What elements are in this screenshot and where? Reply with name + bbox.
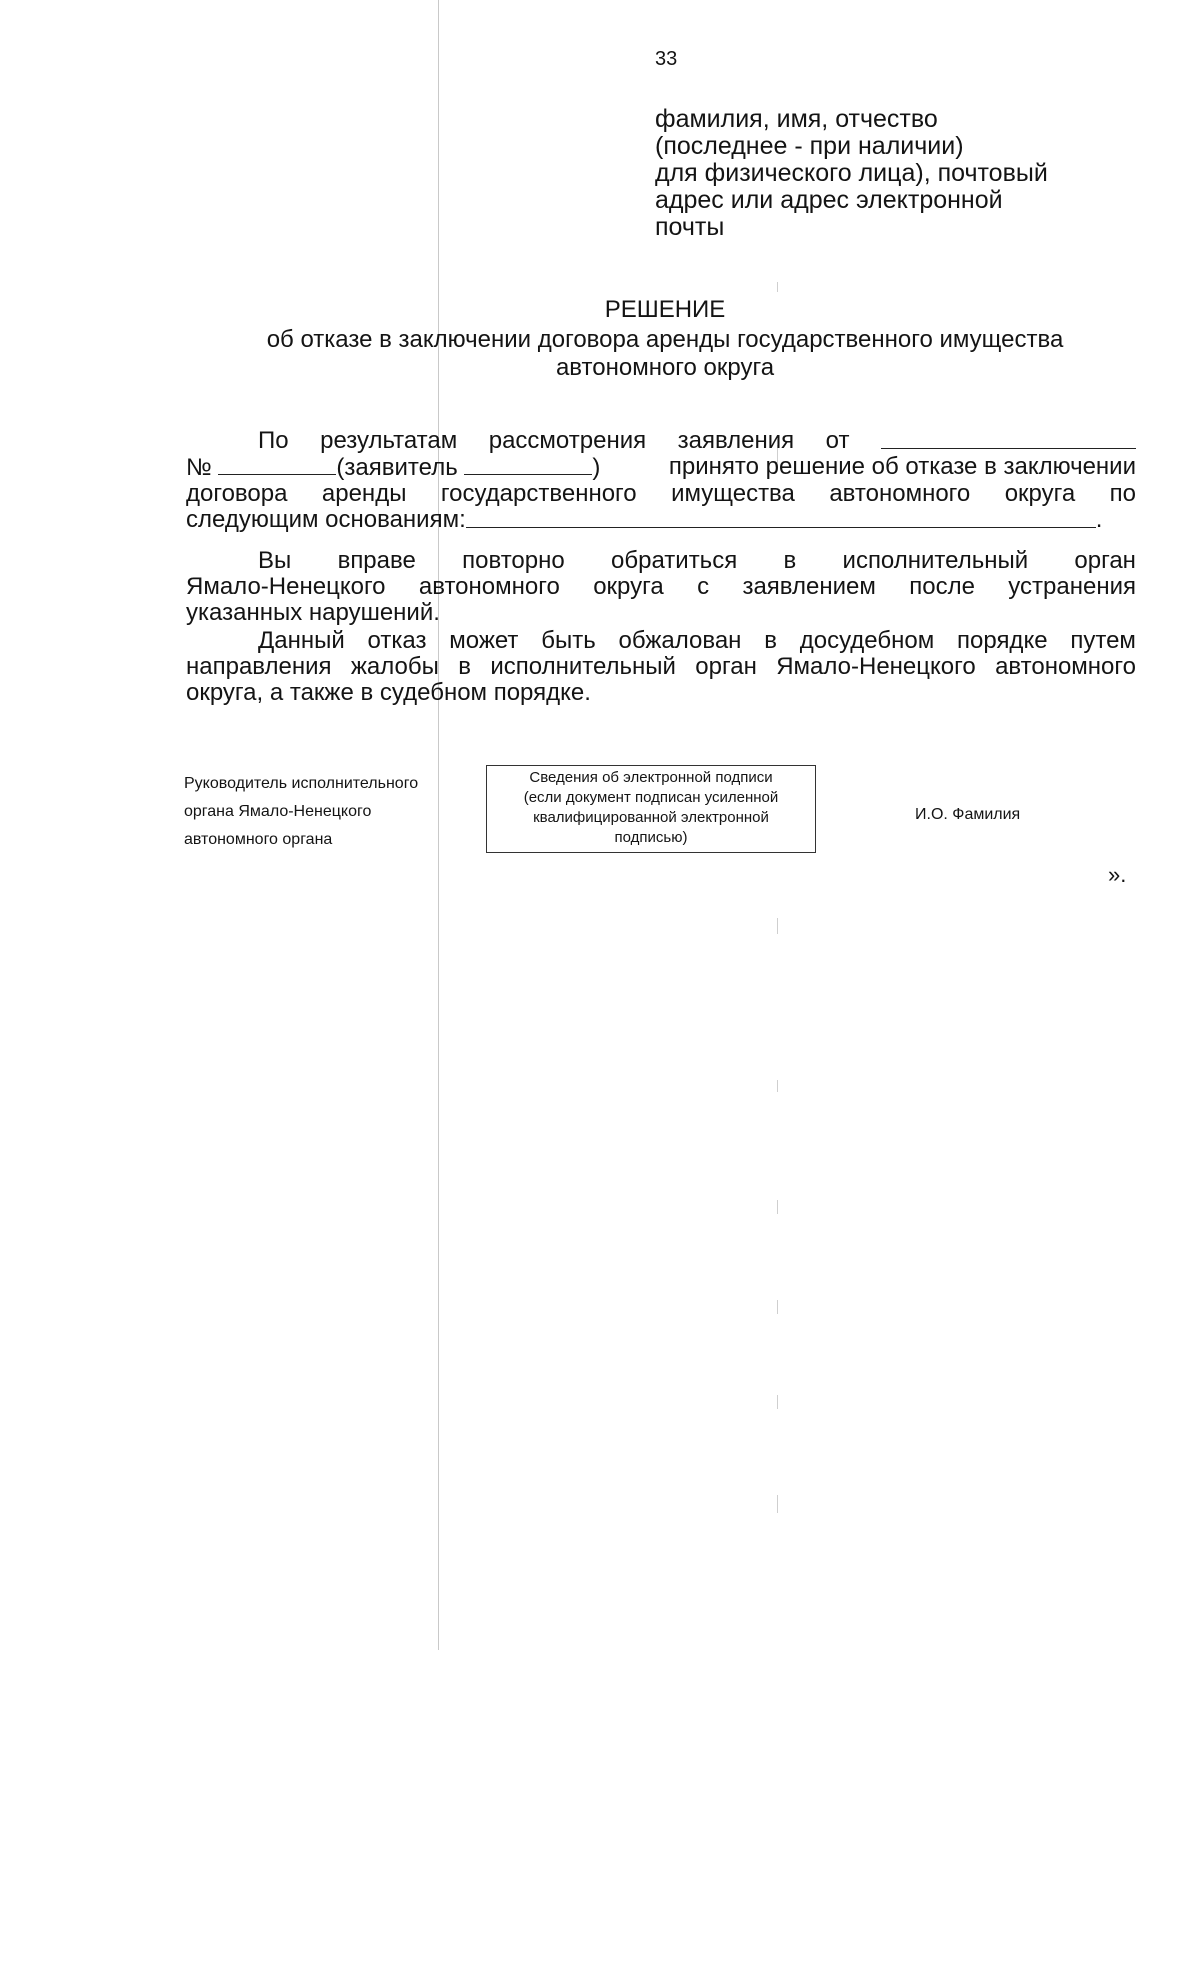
word: орган: [695, 653, 757, 680]
scan-artifact-line: [438, 0, 439, 1650]
signer-position: [184, 770, 418, 854]
applicant-label: (заявитель: [336, 454, 458, 481]
signatory-name: И.О. Фамилия: [915, 806, 1021, 823]
paragraph-appeal: [186, 628, 1136, 706]
word: округа: [593, 573, 664, 600]
number-sign: №: [186, 454, 212, 481]
scan-artifact-dash: [777, 1395, 778, 1409]
scan-artifact-dash: [777, 1495, 778, 1513]
paragraph-line: [186, 628, 1136, 654]
word: путем: [1070, 627, 1136, 654]
word: обратиться: [611, 547, 738, 574]
document-subtitle: [180, 326, 1150, 382]
paragraph-line: [186, 548, 1136, 574]
word: от: [825, 427, 850, 454]
word: орган: [1074, 547, 1136, 574]
word: По: [258, 427, 289, 454]
word: порядке: [957, 627, 1048, 654]
word: в: [458, 653, 471, 680]
word: жалобы: [350, 653, 439, 680]
word: рассмотрения: [488, 427, 647, 454]
word: Ямало-Ненецкого: [776, 653, 976, 680]
paragraph-line: [186, 481, 1136, 507]
applicant-blank-field: [464, 454, 592, 475]
word: договора: [186, 480, 288, 507]
signature-box-line: подписью): [614, 829, 688, 846]
word: заявления: [677, 427, 795, 454]
word: быть: [541, 627, 596, 654]
word: в: [783, 547, 797, 574]
word: результатам: [320, 427, 458, 454]
paragraph-line: [186, 454, 1136, 481]
word: вправе: [337, 547, 416, 574]
signature-box-line: (если документ подписан усиленной: [523, 789, 779, 806]
addressee-block: [655, 106, 1048, 241]
closing-quote: ».: [1108, 862, 1127, 887]
word: досудебном: [799, 627, 935, 654]
word: по: [1109, 480, 1136, 507]
page-number: 33: [655, 48, 678, 70]
addressee-line: для физического лица), почтовый: [655, 159, 1048, 187]
word: заявлением: [742, 573, 876, 600]
scan-artifact-dash: [777, 282, 778, 292]
addressee-line: адрес или адрес электронной: [655, 186, 1003, 214]
paragraph-review-results: [186, 428, 1136, 533]
decision-text: принято решение об отказе в заключении: [668, 453, 1136, 480]
addressee-line: (последнее - при наличии): [655, 132, 964, 160]
grounds-label: следующим основаниям:: [186, 506, 466, 533]
paragraph-line: [186, 600, 1136, 626]
paragraph-line-text: указанных нарушений.: [186, 599, 440, 626]
word: автономного: [995, 653, 1136, 680]
addressee-line: фамилия, имя, отчество: [655, 105, 938, 133]
period: .: [1095, 506, 1103, 533]
paragraph-line: [186, 428, 1136, 454]
word: направления: [186, 653, 332, 680]
paragraph-line: [186, 654, 1136, 680]
word: округа: [1004, 480, 1076, 507]
scan-artifact-dash: [777, 918, 778, 934]
paragraph-line: [186, 507, 1136, 533]
scan-artifact-dash: [777, 1080, 778, 1092]
word: Вы: [258, 547, 292, 574]
addressee-line: почты: [655, 213, 725, 241]
word: обжалован: [618, 627, 742, 654]
word: в: [764, 627, 777, 654]
subtitle-line: об отказе в заключении договора аренды государственного имущества: [266, 326, 1064, 353]
word: с: [697, 573, 710, 600]
document-title: РЕШЕНИЕ: [604, 296, 726, 323]
signer-line: автономного органа: [184, 831, 333, 848]
word: повторно: [462, 547, 565, 574]
word: устранения: [1008, 573, 1136, 600]
closing-bracket: ): [592, 454, 601, 481]
subtitle-line: автономного округа: [555, 354, 775, 381]
word: автономного: [829, 480, 971, 507]
date-blank-field: [881, 428, 1136, 449]
word: исполнительный: [842, 547, 1029, 574]
number-blank-field: [218, 454, 336, 475]
word: после: [909, 573, 975, 600]
electronic-signature-box: [486, 765, 816, 853]
word: отказ: [367, 627, 427, 654]
signer-line: органа Ямало-Ненецкого: [184, 803, 372, 820]
word: Данный: [258, 627, 345, 654]
word: может: [449, 627, 519, 654]
word: исполнительный: [490, 653, 676, 680]
word: аренды: [321, 480, 407, 507]
grounds-blank-field: [466, 507, 1096, 528]
paragraph-line-text: округа, а также в судебном порядке.: [186, 679, 591, 706]
paragraph-line: [186, 680, 1136, 706]
word: имущества: [671, 480, 795, 507]
signature-box-line: Сведения об электронной подписи: [529, 769, 773, 786]
signature-box-line: квалифицированной электронной: [533, 809, 769, 826]
scan-artifact-dash: [777, 1200, 778, 1214]
signer-line: Руководитель исполнительного: [184, 775, 419, 792]
word: автономного: [418, 573, 560, 600]
word: государственного: [440, 480, 637, 507]
paragraph-reapply: [186, 548, 1136, 626]
paragraph-line: [186, 574, 1136, 600]
scan-artifact-dash: [777, 1300, 778, 1314]
word: Ямало-Ненецкого: [186, 573, 386, 600]
